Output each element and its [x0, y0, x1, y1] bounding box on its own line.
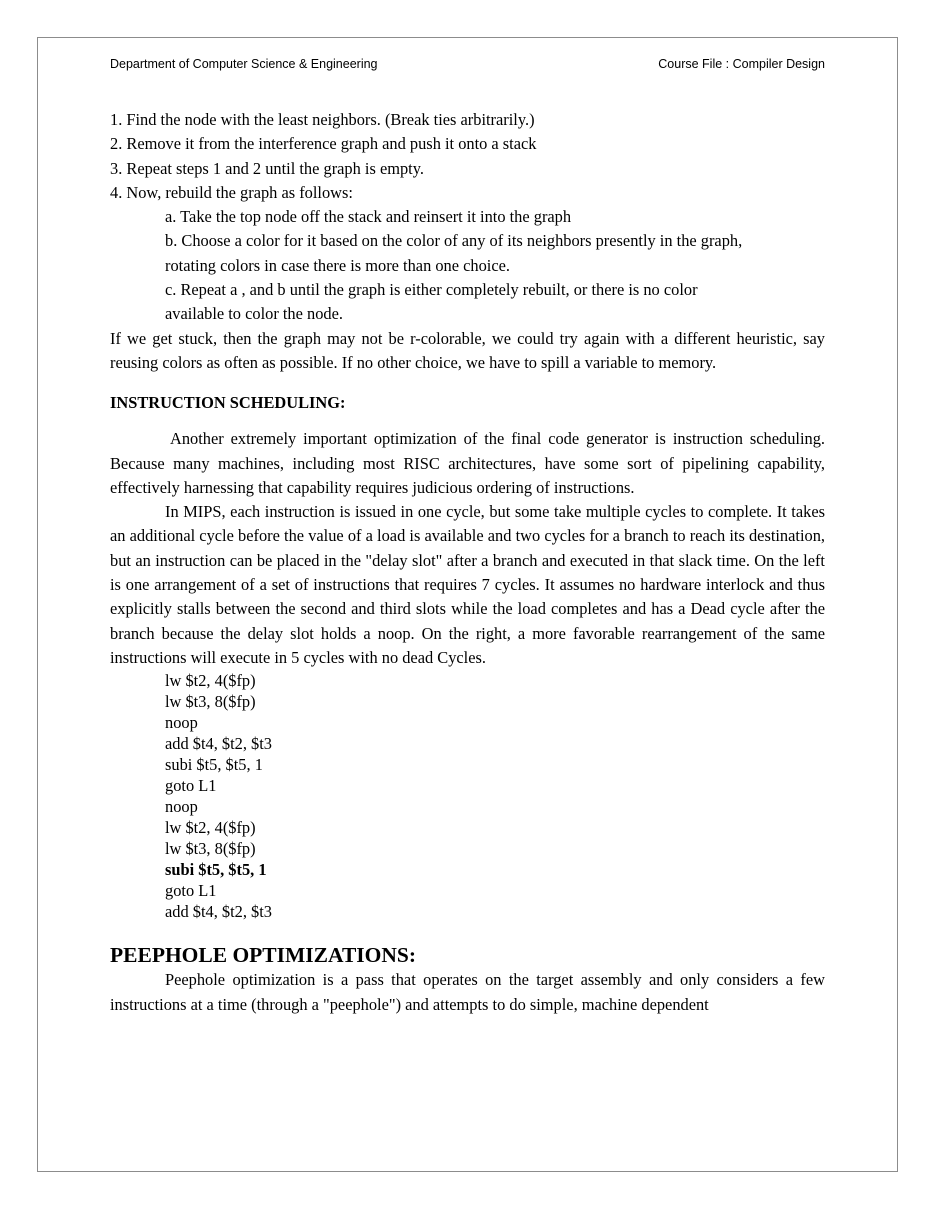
header-department: Department of Computer Science & Engineering — [110, 57, 378, 71]
code-line: goto L1 — [165, 776, 217, 796]
step-1: 1. Find the node with the least neighbors. (Break ties arbitrarily.) — [110, 110, 535, 129]
substep-b-cont: rotating colors in case there is more than one choice. — [165, 255, 510, 275]
code-line: lw $t3, 8($fp) — [165, 839, 256, 859]
scheduling-heading: INSTRUCTION SCHEDULING: — [110, 393, 346, 413]
code-line: add $t4, $t2, $t3 — [165, 734, 272, 754]
scheduling-paragraph-1: Another extremely important optimization of the final code generator is instruction scheduling. Because many machines, including most RISC architectures, have some sort of pipelining capability, effectively harnessing that capability requires judicious ordering of instructions. — [110, 429, 825, 497]
substep-a: a. Take the top node off the stack and reinsert it into the graph — [165, 207, 572, 227]
stuck-paragraph: If we get stuck, then the graph may not be r-colorable, we could try again with a different heuristic, say reusing colors as often as possible. If no other choice, we have to spill a variable to memory. — [110, 328, 825, 372]
code-line: lw $t2, 4($fp) — [165, 818, 256, 838]
substep-c-cont: available to color the node. — [165, 304, 343, 324]
code-listing — [110, 670, 825, 922]
code-line: lw $t3, 8($fp) — [165, 692, 256, 712]
code-line: lw $t2, 4($fp) — [165, 671, 256, 691]
peephole-paragraph: Peephole optimization is a pass that operates on the target assembly and only considers a few instructions at a time (through a "peephole") and attempts to do simple, machine dependent — [110, 970, 825, 1014]
code-line: add $t4, $t2, $t3 — [165, 902, 272, 922]
step-2: 2. Remove it from the interference graph and push it onto a stack — [110, 134, 537, 154]
code-line-bold — [110, 859, 825, 880]
step-4: 4. Now, rebuild the graph as follows: — [110, 182, 353, 202]
code-line: goto L1 — [165, 881, 217, 901]
scheduling-paragraph-2: In MIPS, each instruction is issued in one cycle, but some take multiple cycles to complete. It takes an additional cycle before the value of a load is available and two cycles for a branch to reach its destination, but an instruction can be placed in the "delay slot" after a branch and executed in that slack time. On the left is one arrangement of a set of instructions that requires 7 cycles. It assumes no hardware interlock and thus explicitly stalls between the second and third slots while the load completes and has a Dead cycle after the branch because the delay slot holds a noop. On the right, a more favorable rearrangement of the same instructions will execute in 5 cycles with no dead Cycles. — [110, 502, 825, 667]
page-content — [110, 108, 825, 1017]
step-3: 3. Repeat steps 1 and 2 until the graph is empty. — [110, 158, 424, 178]
substep-c: c. Repeat a , and b until the graph is either completely rebuilt, or there is no color — [165, 280, 698, 300]
code-line: subi $t5, $t5, 1 — [165, 755, 263, 775]
code-line: noop — [165, 713, 198, 733]
substep-b: b. Choose a color for it based on the color of any of its neighbors presently in the graph, — [165, 231, 743, 251]
code-line-bold-text: subi $t5, $t5, 1 — [165, 860, 267, 880]
peephole-heading: PEEPHOLE OPTIMIZATIONS: — [110, 943, 417, 968]
header-course-file: Course File : Compiler Design — [658, 57, 825, 71]
code-line: noop — [165, 797, 198, 817]
